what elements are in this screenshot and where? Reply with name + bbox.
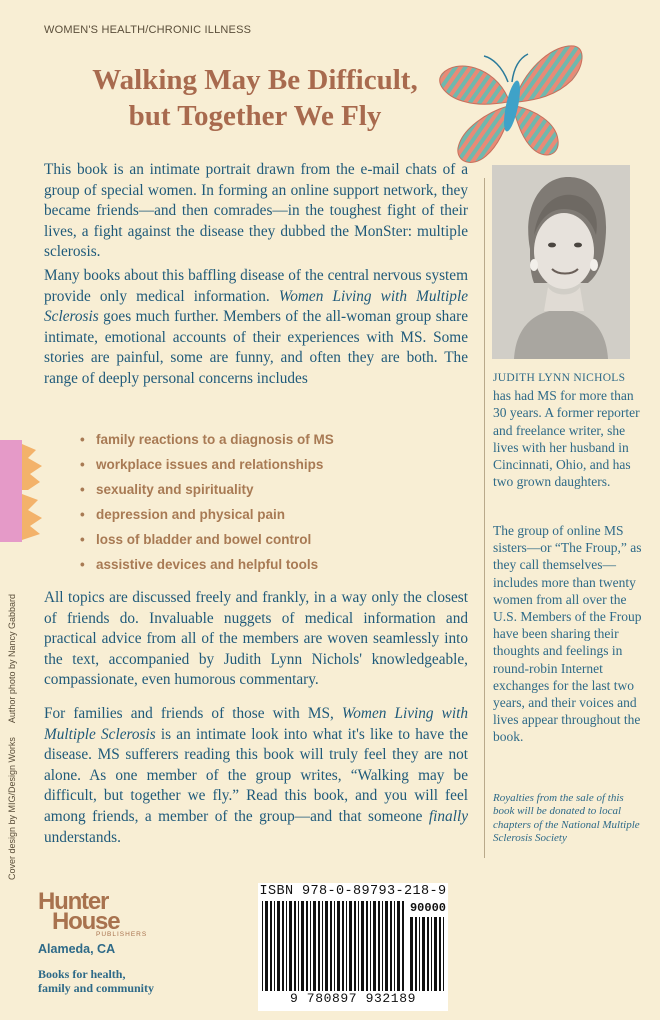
barcode-addon-bars (410, 917, 444, 991)
barcode-bar (298, 901, 299, 991)
barcode-bar (370, 901, 371, 991)
tagline-line-2: family and community (38, 980, 155, 995)
headline (70, 62, 440, 134)
cover-design-credit: Cover design by MIG/Design Works (7, 737, 17, 880)
barcode-bar (431, 917, 432, 991)
publisher-tagline (38, 968, 154, 995)
barcode-bar (334, 901, 335, 991)
barcode-bar (265, 901, 268, 991)
paragraph-1: This book is an intimate portrait drawn from the e-mail chats of a group of special women. In forming an online support network, they became friends—and then comrades—in the toughest fight of their lives, a fight against the disease they dubbed the MonSter: multiple sclerosis. (44, 161, 468, 261)
concerns-list (80, 427, 440, 577)
barcode-bar (337, 901, 340, 991)
paragraph-2-text-b: goes much further. Members of the all-woman group share intimate, emotional accounts of their experiences with MS. Some stories are painful, some are funny, and often they are both. The range of deeply personal concerns includes (44, 308, 468, 387)
paragraph-4 (44, 704, 468, 848)
barcode-bar (382, 901, 383, 991)
barcode-bar (378, 901, 380, 991)
barcode-bar (443, 917, 444, 991)
barcode-bar (301, 901, 304, 991)
ean-number: 9 780897 932189 (289, 991, 417, 1006)
barcode-bar (270, 901, 272, 991)
barcode-bar (322, 901, 323, 991)
author-bio (493, 368, 643, 490)
list-item: • depression and physical pain (80, 502, 440, 527)
list-item: • assistive devices and helpful tools (80, 552, 440, 577)
barcode-bar (422, 917, 425, 991)
group-description: The group of online MS sisters—or “The Froup,” as they call themselves—includes more than twenty women from all over the U.S. Members of the Froup have been sharing their thoughts and feelings in round-robin Internet exchanges for the last two years, and their voices and lives appear throughout the book. (493, 523, 642, 745)
barcode-bar (385, 901, 388, 991)
paragraph-2 (44, 266, 468, 390)
barcode-bar (286, 901, 287, 991)
isbn-number: ISBN 978-0-89793-218-9 (259, 884, 447, 899)
paragraph-4-text-c: understands. (44, 828, 121, 846)
logo-word-hunter: Hunter (38, 888, 109, 915)
barcode-bar (419, 917, 420, 991)
paragraph-2-text-a: Many books about this baffling disease of the central nervous system provide only medical information. (44, 267, 468, 305)
barcode-bar (342, 901, 344, 991)
column-divider (484, 178, 485, 858)
barcode-bar (366, 901, 368, 991)
barcode (258, 883, 448, 1011)
barcode-bar (310, 901, 311, 991)
author-photo (492, 165, 630, 359)
headline-line-2: but Together We Fly (128, 100, 382, 132)
barcode-bar (397, 901, 400, 991)
barcode-bar (313, 901, 316, 991)
logo-publishers: PUBLISHERS (96, 931, 148, 938)
publisher-location: Alameda, CA (38, 942, 116, 956)
author-bio-text: has had MS for more than 30 years. A former reporter and freelance writer, she lives with her husband in Cincinnati, Ohio, and has two grown daughters. (493, 388, 640, 490)
barcode-bar (358, 901, 359, 991)
emphasis-finally: finally (428, 807, 468, 825)
list-item: • loss of bladder and bowel control (80, 527, 440, 552)
tagline-line-1: Books for health, (38, 967, 126, 981)
design-credits (7, 582, 17, 880)
barcode-bar (410, 917, 413, 991)
barcode-bar (361, 901, 364, 991)
barcode-bar (306, 901, 308, 991)
paragraph-3: All topics are discussed freely and frankly, in a way only the closest of friends do. Invaluable nuggets of medical information and practical advice from all of the members are woven seamlessly into the text, accompanied by Judith Lynn Nichols' knowledgeable, compassionate, even humorous commentary. (44, 589, 468, 689)
barcode-bar (402, 901, 404, 991)
book-title: Women Living with Multiple Sclerosis (44, 287, 468, 326)
barcode-bar (427, 917, 429, 991)
list-item: • sexuality and spirituality (80, 477, 440, 502)
list-item: • family reactions to a diagnosis of MS (80, 427, 440, 452)
barcode-bar (277, 901, 280, 991)
barcode-bar (439, 917, 441, 991)
list-item: • workplace issues and relationships (80, 452, 440, 477)
barcode-bar (274, 901, 275, 991)
book-title: Women Living with Multiple Sclerosis (44, 705, 468, 743)
paragraph-4-text-b: is an intimate look into what it's like to have the disease. MS sufferers reading this book will truly feel they are not alone. As one member of the group writes, “Walking may be difficult, but together we fly.” Read this book, and you will feel among friends, a member of the group—and that someone (44, 725, 468, 825)
author-photo-credit: Author photo by Nancy Gabbard (7, 594, 17, 724)
publisher-logo (38, 888, 158, 938)
category-label: WOMEN'S HEALTH/CHRONIC ILLNESS (44, 24, 252, 36)
headline-line-1: Walking May Be Difficult, (92, 64, 418, 96)
logo-word-house: House (52, 908, 120, 935)
barcode-bar (349, 901, 352, 991)
barcode-bar (346, 901, 347, 991)
barcode-bar (289, 901, 292, 991)
barcode-bar (325, 901, 328, 991)
barcode-bar (390, 901, 392, 991)
barcode-bar (294, 901, 296, 991)
barcode-bar (318, 901, 320, 991)
barcode-bar (282, 901, 284, 991)
barcode-bars (262, 901, 404, 991)
barcode-bar (434, 917, 437, 991)
paragraph-4-text-a: For families and friends of those with MS, (44, 705, 342, 722)
barcode-bar (354, 901, 356, 991)
barcode-bar (394, 901, 395, 991)
edge-decoration (0, 440, 46, 542)
price-code: 90000 (409, 901, 446, 915)
royalties-note: Royalties from the sale of this book will be donated to local chapters of the National Multiple Sclerosis Society (493, 792, 640, 845)
barcode-bar (262, 901, 263, 991)
barcode-bar (330, 901, 332, 991)
barcode-bar (415, 917, 417, 991)
author-name: JUDITH LYNN NICHOLS (493, 372, 626, 384)
barcode-bar (373, 901, 376, 991)
